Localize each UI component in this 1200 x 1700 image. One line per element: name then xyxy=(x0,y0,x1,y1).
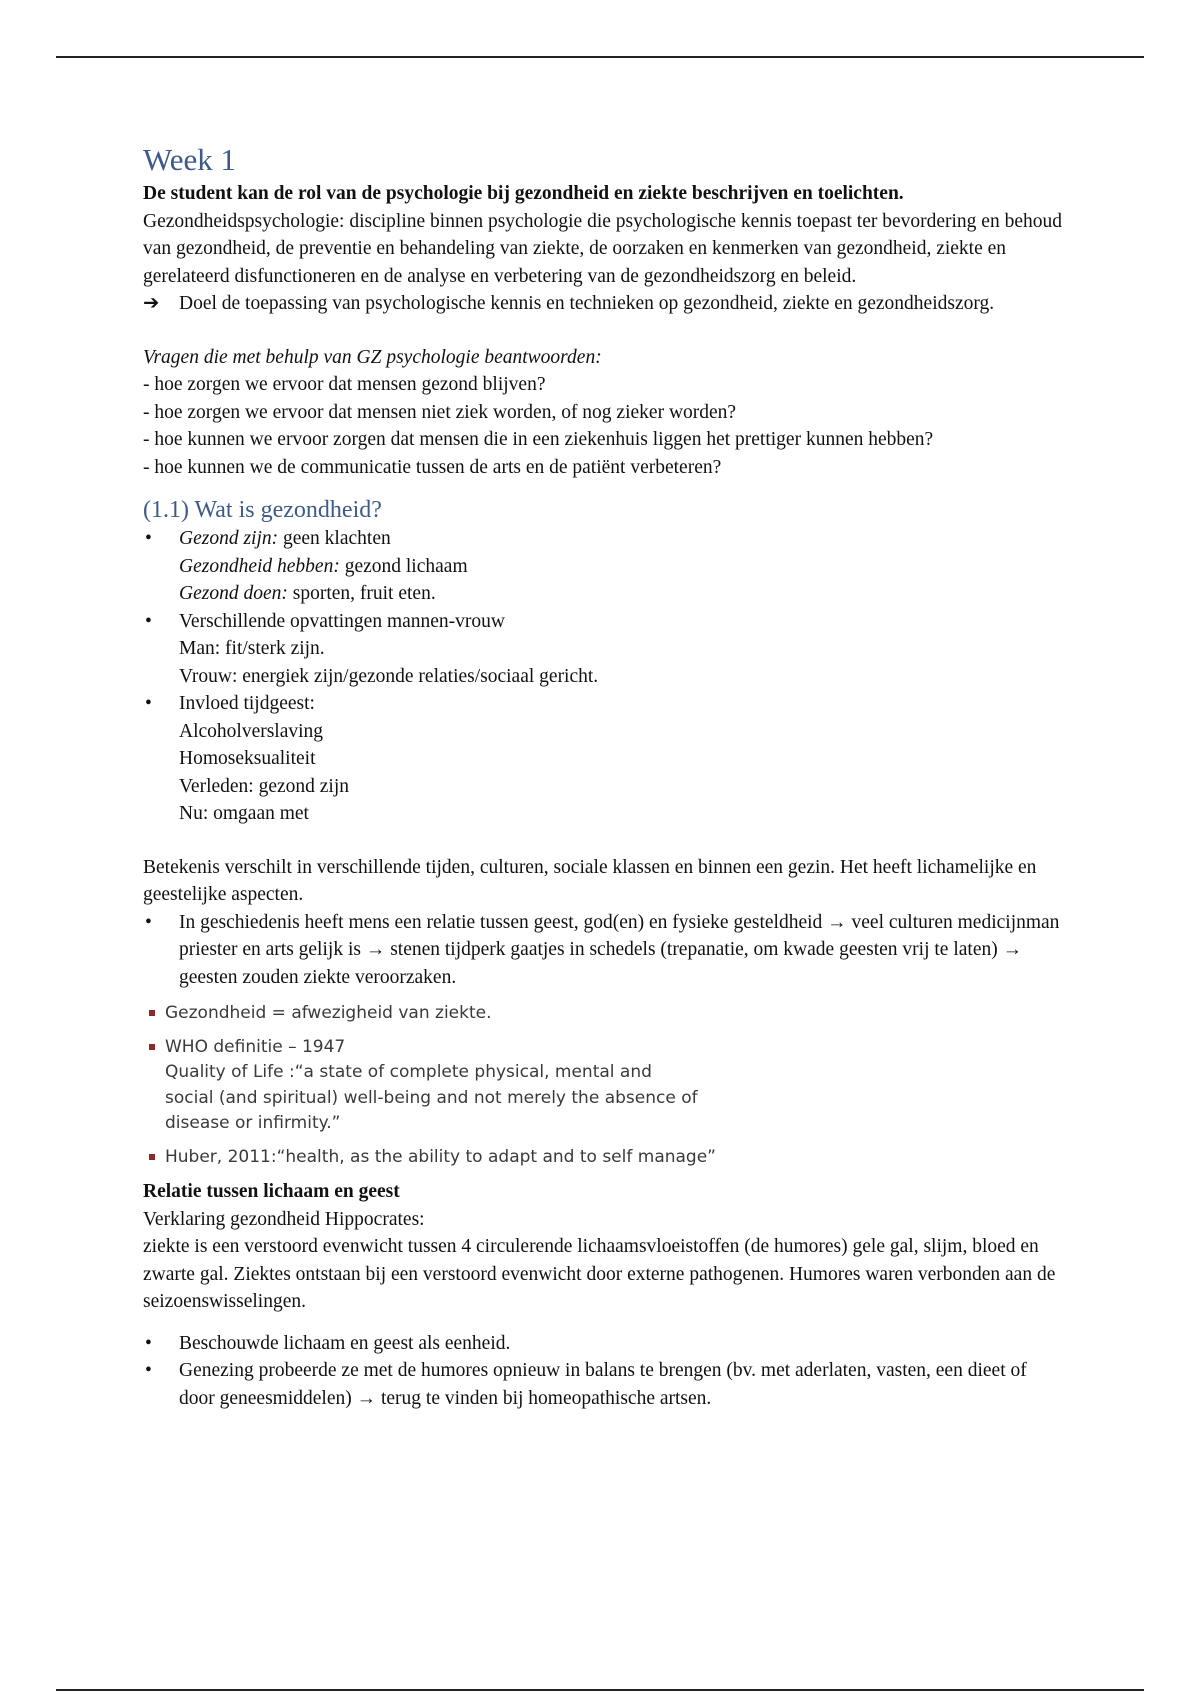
bullet-icon: • xyxy=(145,1360,152,1381)
learning-goal: De student kan de rol van de psychologie bij gezondheid en ziekte beschrijven en toelichten. xyxy=(143,183,904,204)
slide-item: Gezondheid = afwezigheid van ziekte. xyxy=(143,1001,1063,1027)
bullet-item: • Genezing probeerde ze met de humores opnieuw in balans te brengen (bv. met aderlaten, vasten, een dieet of door geneesmiddelen) → terug te vinden bij homeopathische artsen. xyxy=(143,1357,1063,1412)
spacer xyxy=(143,318,1063,344)
square-bullet-icon xyxy=(149,1044,155,1050)
bullet-icon: • xyxy=(145,693,152,714)
bullet-item: • Verschillende opvattingen mannen-vrouw Man: fit/sterk zijn. Vrouw: energiek zijn/gezonde relaties/sociaal gericht. xyxy=(143,608,1063,691)
header-rule xyxy=(56,56,1144,58)
history-text: In geschiedenis heeft mens een relatie tussen geest, god(en) en fysieke gesteldheid → veel culturen medicijnman priester en arts gelijk is → stenen tijdperk gaatjes in schedels (trepanatie, om kwade geesten vrij te laten) → geesten zouden ziekte veroorzaken. xyxy=(179,911,1060,988)
relation-text: ziekte is een verstoord evenwicht tussen 4 circulerende lichaamsvloeistoffen (de humores) gele gal, slijm, bloed en zwarte gal. Ziektes ontstaan bij een verstoord evenwicht door externe pathogenen. Humores waren verbonden aan de seizoenswisselingen. xyxy=(143,1236,1056,1312)
term: Gezond zijn: xyxy=(179,528,279,549)
questions-intro: Vragen die met behulp van GZ psychologie beantwoorden: xyxy=(143,346,602,368)
meaning-paragraph: Betekenis verschilt in verschillende tijden, culturen, sociale klassen en binnen een gezin. Het heeft lichamelijke en geestelijke aspecten. xyxy=(143,856,1037,905)
page-title: Week 1 xyxy=(143,142,237,177)
term: Gezond doen: xyxy=(179,583,288,604)
footer-rule xyxy=(56,1689,1144,1691)
spacer xyxy=(143,828,1063,854)
bullet-item: • Beschouwde lichaam en geest als eenheid. xyxy=(143,1330,1063,1358)
spacer xyxy=(143,1316,1063,1330)
bullet-icon: • xyxy=(145,1332,152,1354)
slide-item: WHO definitie – 1947 Quality of Life :“a state of complete physical, mental and social (and spiritual) well-being and not merely the absence of disease or infirmity.” xyxy=(143,1035,1063,1137)
relation-title: Relatie tussen lichaam en geest xyxy=(143,1181,400,1202)
square-bullet-icon xyxy=(149,1154,155,1160)
relation-subtitle: Verklaring gezondheid Hippocrates: xyxy=(143,1208,425,1230)
question-item: - hoe kunnen we de communicatie tussen de arts en de patiënt verbeteren? xyxy=(143,456,722,478)
bullet-item: • Invloed tijdgeest: Alcoholverslaving Homoseksualiteit Verleden: gezond zijn Nu: omgaan met xyxy=(143,690,1063,828)
bullet-icon: • xyxy=(145,528,152,549)
bullet-item xyxy=(143,909,1063,992)
question-item: - hoe zorgen we ervoor dat mensen gezond blijven? xyxy=(143,374,546,395)
square-bullet-icon xyxy=(149,1010,155,1016)
section-title: (1.1) Wat is gezondheid? xyxy=(143,497,382,523)
document-page xyxy=(143,140,1063,1412)
slide-item: Huber, 2011:“health, as the ability to adapt and to self manage” xyxy=(143,1145,1063,1171)
bullet-icon: • xyxy=(145,610,152,632)
term: Gezondheid hebben: xyxy=(179,555,340,577)
definition-paragraph: Gezondheidspsychologie: discipline binnen psychologie die psychologische kennis toepast ter bevordering en behoud van gezondheid, de preventie en behandeling van ziekte, de oorzaken en kenmerken van gezondheid, ziekte en gerelateerd disfunctioneren en de analyse en verbetering van de gezondheidszorg en beleid. xyxy=(143,210,1062,287)
arrow-item xyxy=(143,290,1063,318)
bullet-icon: • xyxy=(145,911,152,933)
arrow-icon: ➔ xyxy=(143,293,160,314)
slide-excerpt xyxy=(143,1001,1063,1170)
arrow-item-text: Doel de toepassing van psychologische kennis en technieken op gezondheid, ziekte en gezondheidszorg. xyxy=(179,293,995,314)
bullet-item: • Gezond zijn: geen klachten Gezondheid hebben: gezond lichaam Gezond doen: sporten, fruit eten. xyxy=(143,525,1063,608)
question-item: - hoe zorgen we ervoor dat mensen niet ziek worden, of nog zieker worden? xyxy=(143,401,737,423)
question-item: - hoe kunnen we ervoor zorgen dat mensen die in een ziekenhuis liggen het prettiger kunnen hebben? xyxy=(143,429,934,450)
